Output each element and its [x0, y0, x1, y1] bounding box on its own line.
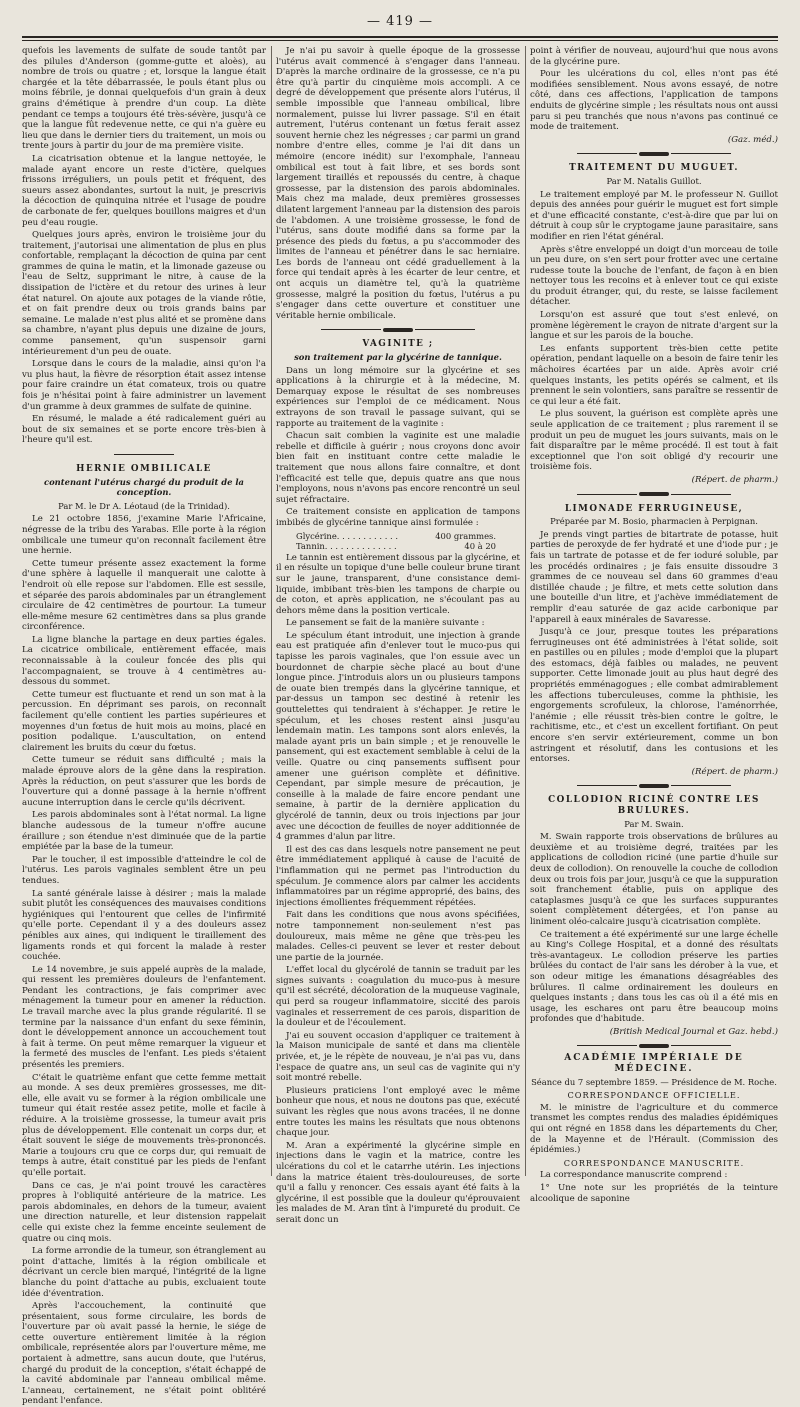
- column-divider: [525, 46, 526, 1176]
- article-byline: Par M. Natalis Guillot.: [606, 175, 702, 186]
- paragraph: Le pansement se fait de la manière suivante :: [286, 618, 485, 629]
- recipe-ingredient: Glycérine. . . . . . . . . . . .: [296, 530, 399, 541]
- column-middle: [276, 46, 520, 1225]
- paragraph: Quelques jours après, environ le troisième jour du traitement, j'autorisai une alimentation de plus en plus confortable, remplaçant la décoction de quina par cent grammes de quina le matin, et la limonade gazeuse ou l'eau de Seltz, supprimant le nitre, à cause de la dissipation de l'ictère et du retour des urines à leur état naturel. On ajoute aux potages de la viande rôtie, et on fait prendre deux ou trois grands bains par semaine. Le malade n'est plus alité et se promène dans sa chambre, n'ayant plus depuis une dizaine de jours, comme pansement, qu'un suspensoir garni intérieurement d'un peu de ouate.: [22, 230, 266, 357]
- paragraph: Les parois abdominales sont à l'état normal. La ligne blanche audessous de la tumeur n'offre aucune éraillure ; son étendue n'est diminuée que de la partie empiétée par la base de la tumeur.: [22, 810, 266, 853]
- column-left: [22, 46, 266, 1407]
- paragraph: C'était le quatrième enfant que cette femme mettait au monde. A ses deux premières grossesses, me dit-elle, elle avait vu se former à la région ombilicale une tumeur qui était restée assez petite, molle et facile à réduire. A la troisième grossesse, la tumeur avait pris plus de développement. Elle contenait un corps dur, et était souvent le siége de mouvements très-prononcés. Marie a toujours cru que ce corps dur, qui remuait de temps à autre, était constitué par les pieds de l'enfant qu'elle portait.: [22, 1072, 266, 1178]
- paragraph: Après s'être enveloppé un doigt d'un morceau de toile un peu dure, on s'en sert pour frotter avec une certaine rudesse toute la bouche de l'enfant, de façon à en bien nettoyer tous les recoins et à enlever tout ce qui existe du produit étranger, qui, du reste, se laisse facilement détacher.: [530, 244, 778, 308]
- article-byline: Par M. le Dr A. Léotaud (de la Trinidad).: [58, 500, 230, 511]
- header-rule-thin: [22, 40, 778, 41]
- paragraph: Lorsqu'on est assuré que tout s'est enlevé, on promène légèrement le crayon de nitrate d'argent sur la langue et sur les parois de la bouche.: [530, 310, 778, 342]
- paragraph: La correspondance manuscrite comprend :: [540, 1170, 728, 1181]
- recipe-ingredient: Tannin. . . . . . . . . . . . . .: [296, 541, 397, 552]
- paragraph: Il est des cas dans lesquels notre pansement ne peut être immédiatement appliqué à cause de l'acuité de l'inflammation qui ne permet pas l'introduction du spéculum. Je commence alors par calmer les accidents inflammatoires par un régime approprié, des bains, des injections émollientes fréquemment répétées.: [276, 844, 520, 908]
- article-title: HERNIE OMBILICALE: [76, 463, 212, 474]
- paragraph: Après l'accouchement, la continuité que présentaient, sous forme circulaire, les bords de l'ouverture par où avait passé la hernie, le siége de cette ouverture entièrement limitée à la région ombilicale, représentée alors par l'ouverture même, me portaient à admettre, sans aucun doute, que l'utérus, chargé du produit de la conception, s'était échappé de la cavité abdominale par l'anneau ombilical même. L'anneau, certainement, ne s'était point oblitéré pendant l'enfance.: [22, 1301, 266, 1407]
- article-title: COLLODION RICINÉ CONTRE LES BRULURES.: [548, 795, 760, 816]
- article-subtitle: son traitement par la glycérine de tannique.: [294, 352, 502, 363]
- header-rule: [22, 36, 778, 38]
- paragraph: Le 21 octobre 1856, j'examine Marie l'Africaine, négresse de la tribu des Yarabas. Elle porte à la région ombilicale une tumeur qu'on reconnaît facilement être une hernie.: [22, 514, 266, 557]
- paragraph: Ce traitement consiste en application de tampons imbibés de glycérine tannique ainsi formulée :: [276, 507, 520, 528]
- paragraph: La ligne blanche la partage en deux parties égales. La cicatrice ombilicale, entièrement effacée, mais reconnaissable à la couleur foncée des plis qui l'accompagnaient, se trouve à 4 centimètres au-dessous du sommet.: [22, 634, 266, 688]
- paragraph: Cette tumeur se réduit sans difficulté ; mais la malade éprouve alors de la gêne dans la respiration. Après la réduction, on peut s'assurer que les bords de l'ouverture qui a donné passage à la hernie n'offrent aucune interruption dans le cercle qu'ils décrivent.: [22, 755, 266, 808]
- recipe-quantity: 40 à 20: [464, 541, 496, 552]
- paragraph: Dans un long mémoire sur la glycérine et ses applications à la chirurgie et à la médecine, M. Demarquay expose le résultat de ses nombreuses expériences sur l'emploi de ce médicament. Nous extrayons de son travail le passage suivant, qui se rapporte au traitement de la vaginite :: [276, 365, 520, 429]
- paragraph: Lorsque dans le cours de la maladie, ainsi qu'on l'a vu plus haut, la fièvre de résorption était assez intense pour faire craindre un état comateux, trois ou quatre fois je n'hésitai point à faire administrer un lavement d'un gramme à deux grammes de sulfate de quinine.: [22, 359, 266, 412]
- section-separator: [530, 1041, 778, 1049]
- article-subtitle: contenant l'utérus chargé du produit de la conception.: [44, 476, 244, 498]
- paragraph: Le spéculum étant introduit, une injection à grande eau est pratiquée afin d'enlever tout le muco-pus qui tapisse les parois vaginales, que l'on essuie avec un bourdonnet de charpie sèche placé au bout d'une longue pince. J'introduis alors un ou plusieurs tampons de ouate bien trempés dans la glycérine tannique, et par-dessus un tampon sec destiné à retenir les gouttelettes qui tendraient à s'échapper. Je retire le spéculum, et les choses restent ainsi jusqu'au lendemain matin. Les tampons sont alors enlevés, la malade ayant pris un bain simple ; et je renouvelle le pansement, qui est exactement semblable à celui de la veille. Quatre ou cinq pansements suffisent pour amener une guérison complète et définitive. Cependant, par simple mesure de précaution, je conseille à la malade de faire encore pendant une semaine, à partir de la dernière application du glycérolé de tannin, deux ou trois injections par jour avec une décoction de feuilles de noyer additionnée de 4 grammes d'alun par litre.: [276, 630, 520, 843]
- paragraph: En résumé, le malade a été radicalement guéri au bout de six semaines et se porte encore très-bien à l'heure qu'il est.: [22, 414, 266, 446]
- paragraph: La forme arrondie de la tumeur, son étranglement au point d'attache, limités à la région ombilicale et décrivant un cercle bien marqué, l'intégrité de la ligne blanche du point d'attache au pubis, excluaient toute idée d'éventration.: [22, 1246, 266, 1299]
- paragraph: Les enfants supportent très-bien cette petite opération, pendant laquelle on a besoin de faire tenir les mâchoires écartées par un aide. Après avoir crié quelques instants, les petits opérés se calment, et ils prennent le sein volontiers, sans paraître se ressentir de ce qui leur a été fait.: [530, 343, 778, 407]
- paragraph: Pour les ulcérations du col, elles n'ont pas été modifiées sensiblement. Nous avons essayé, de notre côté, dans ces affections, l'application de tampons enduits de glycérine simple ; les résultats nous ont aussi paru si peu tranchés que nous n'avons pas continué ce mode de traitement.: [530, 69, 778, 133]
- paragraph: Par le toucher, il est impossible d'atteindre le col de l'utérus. Les parois vaginales semblent être un peu tendues.: [22, 854, 266, 886]
- recipe-quantity: 400 grammes.: [435, 530, 496, 541]
- paragraph: M. Swain rapporte trois observations de brûlures au deuxième et au troisième degré, traitées par les applications de collodion riciné (une partie d'huile sur deux de collodion). On renouvelle la couche de collodion deux ou trois fois par jour, jusqu'à ce que la suppuration soit franchement établie, puis on applique des cataplasmes jusqu'à ce que les surfaces suppurantes soient complètement détergées, et l'on panse au liniment oléo-calcaire jusqu'à cicatrisation complète.: [530, 832, 778, 927]
- recipe-line: [296, 541, 496, 552]
- source-citation: (Répert. de pharm.): [691, 474, 778, 485]
- paragraph: 1° Une note sur les propriétés de la teinture alcoolique de saponine: [530, 1183, 778, 1204]
- article-byline: Préparée par M. Bosio, pharmacien à Perpignan.: [550, 516, 758, 527]
- paragraph: Le plus souvent, la guérison est complète après une seule application de ce traitement ; plus rarement il se produit un peu de muguet les jours suivants, mais on le fait disparaître par le même procédé. Il est tout à fait exceptionnel que l'on soit obligé d'y recourir une troisième fois.: [530, 409, 778, 473]
- paragraph: quefois les lavements de sulfate de soude tantôt par des pilules d'Anderson (gomme-gutte et aloès), au nombre de trois ou quatre ; et, lorsque la langue était chargée et la tête débarrassée, le pouls étant plus ou moins fébrile, je donnai quelquefois d'un grain à deux grains d'émétique à prendre d'un coup. La diète pendant ce temps a toujours été très-sévère, jusqu'à ce que la langue fût redevenue nette, ce qui n'a guère eu lieu que dans le dernier tiers du traitement, un mois ou trente jours à partir du jour de ma première visite.: [22, 46, 266, 152]
- paragraph: Le tannin est entièrement dissous par la glycérine, et il en résulte un topique d'une belle couleur brune tirant sur le jaune, transparent, d'une consistance demi-liquide, imbibant très-bien les tampons de charpie ou de coton, et après application, ne s'écoulant pas au dehors même dans la position verticale.: [276, 552, 520, 616]
- recipe-line: [296, 531, 496, 542]
- column-right: [530, 46, 778, 1204]
- paragraph: J'ai eu souvent occasion d'appliquer ce traitement à la Maison municipale de santé et dans ma clientèle privée, et, je le répète de nouveau, je n'ai pas vu, dans l'espace de quatre ans, un seul cas de vaginite qui n'y soit montré rebelle.: [276, 1030, 520, 1084]
- section-separator: [276, 325, 520, 333]
- paragraph: M. le ministre de l'agriculture et du commerce transmet les comptes rendus des maladies épidémiques qui ont régné en 1858 dans les départements du Cher, de la Mayenne et de l'Hérault. (Commission des épidémies.): [530, 1102, 778, 1156]
- paragraph: Jusqu'à ce jour, presque toutes les préparations ferrugineuses ont été administrées à l'état solide, soit en pastilles ou en pilules ; mode d'emploi que la plupart des estomacs, déjà faibles ou malades, ne peuvent supporter. Cette limonade jouit au plus haut degré des propriétés emménagogues ; elle combat admirablement les affections tuberculeuses, comme la phthisie, les engorgements scrofuleux, la chlorose, l'aménorrhée, l'anémie ; elle réussit très-bien contre le goître, le rachitisme, etc., et c'est un excellent fortifiant. On peut encore s'en servir extérieurement, comme un bon astringent et résolutif, dans les contusions et les entorses.: [530, 627, 778, 765]
- section-separator: [530, 781, 778, 789]
- subsection-heading: CORRESPONDANCE MANUSCRITE.: [563, 1157, 745, 1168]
- paragraph: Ce traitement a été expérimenté sur une large échelle au King's College Hospital, et a donné des résultats très-avantageux. Le collodion préserve les parties brûlées du contact de l'air sans les dérober à la vue, et son odeur mitige les émanations désagréables des brûlures. Il calme ordinairement les douleurs en quelques instants ; dans tous les cas où il a été mis en usage, les eschares ont paru être beaucoup moins profondes que d'habitude.: [530, 929, 778, 1025]
- paragraph: La santé générale laisse à désirer ; mais la malade subit plutôt les conséquences des mauvaises conditions hygiéniques qui l'entourent que celles de l'infirmité qu'elle porte. Cependant il y a des douleurs assez pénibles aux aines, qui indiquent le tiraillement des ligaments ronds et qui forcent la malade à rester couchée.: [22, 888, 266, 963]
- paragraph: La cicatrisation obtenue et la langue nettoyée, le malade ayant encore un reste d'ictère, quelques frissons irréguliers, un pouls petit et fréquent, des sueurs assez abondantes, surtout la nuit, je prescrivis la décoction de quinquina nitrée et l'usage de poudre de carbonate de fer, quelques bouillons maigres et d'un peu d'eau rougie.: [22, 153, 266, 228]
- section-separator: [530, 149, 778, 157]
- page-number: — 419 —: [366, 14, 434, 29]
- article-title: LIMONADE FERRUGINEUSE,: [564, 503, 744, 514]
- paragraph: Cette tumeur présente assez exactement la forme d'une sphère à laquelle il manquerait une calotte à l'endroit où elle repose sur l'abdomen. Elle est sessile, et séparée des parois abdominales par un étranglement circulaire de 42 centimètres de pourtour. La tumeur elle-même mesure 62 centimètres dans sa plus grande circonférence.: [22, 558, 266, 633]
- recipe-formula: [296, 531, 520, 552]
- paragraph: Chacun sait combien la vaginite est une maladie rebelle et difficile à guérir ; nous croyons donc avoir bien fait en instituant contre cette maladie le traitement que nous allons faire connaître, et dont l'efficacité est telle que, depuis quatre ans que nous l'employons, nous n'avons pas encore rencontré un seul sujet réfractaire.: [276, 431, 520, 505]
- paragraph: Cette tumeur est fluctuante et rend un son mat à la percussion. En déprimant ses parois, on reconnaît facilement qu'elle contient les parties supérieures et moyennes d'un fœtus de huit mois au moins, placé en position podalique. L'auscultation, on entend clairement les bruits du cœur du fœtus.: [22, 689, 266, 753]
- session-line: Séance du 7 septembre 1859. — Présidence de M. Roche.: [531, 1076, 777, 1087]
- source-citation: (Répert. de pharm.): [691, 766, 778, 777]
- article-title: VAGINITE ;: [362, 339, 434, 350]
- paragraph: Fait dans les conditions que nous avons spécifiées, notre tamponnement non-seulement n'est pas douloureux, mais même ne gêne que très-peu les malades. Celles-ci peuvent se lever et rester debout une partie de la journée.: [276, 910, 520, 963]
- source-citation: (Gaz. méd.): [727, 134, 778, 145]
- source-citation: (British Medical Journal et Gaz. hebd.): [609, 1026, 778, 1037]
- paragraph: Le traitement employé par M. le professeur N. Guillot depuis des années pour guérir le muguet est fort simple et d'une efficacité constante, c'est-à-dire que par lui on détruit à coup sûr le cryptogame jaune parasitaire, sans modifier en rien l'état général.: [530, 189, 778, 242]
- academy-heading: ACADÉMIE IMPÉRIALE DE MÉDECINE.: [564, 1053, 744, 1075]
- section-separator: [530, 490, 778, 498]
- paragraph: Je prends vingt parties de bitartrate de potasse, huit parties de peroxyde de fer hydraté et une d'iode pur ; je fais un tartrate de potasse et de fer ioduré soluble, par les procédés ordinaires ; je fais ensuite dissoudre 3 grammes de ce nouveau sel dans 60 grammes d'eau distillée chaude ; je filtre, et mets cette solution dans une bouteille d'un litre, et j'achève immédiatement de remplir d'eau saturée de gaz acide carbonique par l'appareil à eaux minérales de Savaresse.: [530, 529, 778, 625]
- column-divider: [271, 46, 272, 1176]
- section-separator: [22, 450, 266, 458]
- paragraph: Dans ce cas, je n'ai point trouvé les caractères propres à l'obliquité antérieure de la matrice. Les parois abdominales, en dehors de la tumeur, avaient une direction naturelle, et leur distension rappelait celle qui existe chez la femme enceinte seulement de quatre ou cinq mois.: [22, 1180, 266, 1244]
- subsection-heading: CORRESPONDANCE OFFICIELLE.: [567, 1090, 741, 1101]
- paragraph: Plusieurs praticiens l'ont employé avec le même bonheur que nous, et nous ne doutons pas que, exécuté suivant les règles que nous avons tracées, il ne donne entre toutes les mains les résultats que nous obtenons chaque jour.: [276, 1085, 520, 1139]
- paragraph: Le 14 novembre, je suis appelé auprès de la malade, qui ressent les premières douleurs de l'enfantement. Pendant les contractions, je fais comprimer avec ménagement la tumeur pour en amener la réduction. Le travail marche avec la plus grande régularité. Il se termine par la naissance d'un enfant du sexe féminin, dont le développement annonce un accouchement tout à fait à terme. On peut même remarquer la vigueur et la fermeté des muscles de l'enfant. Les pieds s'étaient présentés les premiers.: [22, 964, 266, 1071]
- paragraph: M. Aran a expérimenté la glycérine simple en injections dans le vagin et la matrice, contre les ulcérations du col et le catarrhe utérin. Les injections dans la matrice étaient très-douloureuses, de sorte qu'il a fallu y renoncer. Ces essais ayant été faits à la glycérine, il est possible que la douleur qu'éprouvaient les malades de M. Aran tînt à l'impureté du produit. Ce serait donc un: [276, 1140, 520, 1225]
- paragraph: L'effet local du glycérolé de tannin se traduit par les signes suivants : coagulation du muco-pus à mesure qu'il est sécrété, décoloration de la muqueuse vaginale, qui perd sa rougeur inflammatoire, siccité des parois vaginales et resserrement de ces parois, disparition de la douleur et de l'écoulement.: [276, 965, 520, 1029]
- article-byline: Par M. Swain.: [624, 818, 684, 829]
- paragraph: Je n'ai pu savoir à quelle époque de la grossesse l'utérus avait commencé à s'engager dans l'anneau. D'après la marche ordinaire de la grossesse, ce n'a pu être qu'à partir du cinquième mois accompli. A ce degré de développement que présente alors l'utérus, il semble impossible que l'anneau ombilical, libre normalement, puisse lui livrer passage. S'il en était autrement, l'utérus contenant un fœtus ferait assez souvent hernie chez les négresses ; car parmi un grand nombre d'entre elles, comme je l'ai dit dans un mémoire (encore inédit) sur l'exomphale, l'anneau ombilical est tout à fait libre, et ses bords sont largement tiraillés et repoussés du centre, à chaque grossesse, par la distension des parois abdominales. Mais chez ma malade, deux premières grossesses dilatent largement l'anneau par la distension des parois de l'abdomen. A une troisième grossesse, le fond de l'utérus, sans doute modifié dans sa forme par la présence des pieds du fœtus, a pu s'accommoder des limites de l'anneau et pénétrer dans le sac herniaire. Les bords de l'anneau ont cédé graduellement à la force qui tendait après à les écarter de leur centre, et ont acquis un diamètre tel, qu'à la quatrième grossesse, malgré la position du fœtus, l'utérus a pu s'engager dans cette ouverture et constituer une véritable hernie ombilicale.: [276, 46, 520, 321]
- article-title: TRAITEMENT DU MUGUET.: [569, 163, 739, 174]
- paragraph: point à vérifier de nouveau, aujourd'hui que nous avons de la glycérine pure.: [530, 46, 778, 67]
